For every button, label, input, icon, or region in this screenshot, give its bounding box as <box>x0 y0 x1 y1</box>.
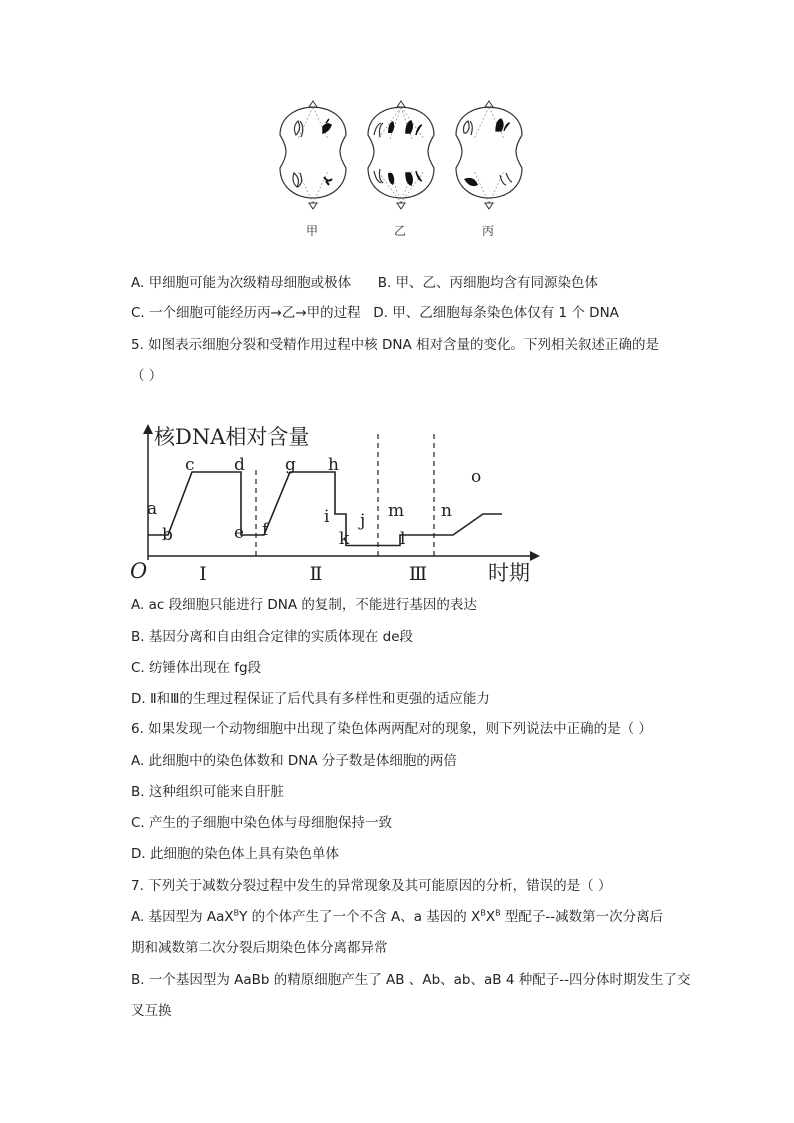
q5-option-d: D. Ⅱ和Ⅲ的生理过程保证了后代具有多样性和更强的适应能力 <box>131 691 490 707</box>
q7-option-b-line1: B. 一个基因型为 AaBb 的精原细胞产生了 AB 、Ab、ab、aB 4 种配子--四分体时期发生了交 <box>131 972 691 988</box>
q4-option-c: C. 一个细胞可能经历丙→乙→甲的过程 <box>131 305 361 321</box>
point-label-n: n <box>441 501 452 521</box>
cell-yi <box>368 101 434 238</box>
cell-label-jia: 甲 <box>306 224 319 238</box>
x-axis-arrow <box>530 551 540 561</box>
point-label-i: i <box>324 507 330 527</box>
q7-option-a-line2: 期和减数第二次分裂后期染色体分离都异常 <box>131 940 388 956</box>
point-label-k: k <box>339 529 350 549</box>
q6-stem: 6. 如果发现一个动物细胞中出现了染色体两两配对的现象，则下列说法中正确的是（ ） <box>131 721 652 737</box>
graph-x-label: 时期 <box>488 561 530 585</box>
q4-option-d: D. 甲、乙细胞每条染色体仅有 1 个 DNA <box>373 305 619 321</box>
q6-option-a: A. 此细胞中的染色体数和 DNA 分子数是体细胞的两倍 <box>131 753 457 769</box>
point-label-j: j <box>360 511 366 531</box>
q5-option-b: B. 基因分离和自由组合定律的实质体现在 de段 <box>131 629 414 645</box>
q7-option-a-line1: A. 基因型为 AaX$^B$Y 的个体产生了一个不含 A、a 基因的 $X^BX^B$ 型配子--减数第一次分离后 <box>131 908 664 925</box>
q5-stem: 5. 如图表示细胞分裂和受精作用过程中核 DNA 相对含量的变化。下列相关叙述正确的是 <box>131 337 659 353</box>
point-label-h: h <box>328 455 339 475</box>
q4-option-a: A. 甲细胞可能为次级精母细胞或极体 <box>131 275 352 291</box>
y-axis-arrow <box>143 424 153 434</box>
dna-content-graph <box>128 422 548 592</box>
q6-option-b: B. 这种组织可能来自肝脏 <box>131 784 284 800</box>
cell-label-yi: 乙 <box>394 224 407 238</box>
point-label-c: c <box>185 455 195 475</box>
point-label-d: d <box>234 455 245 475</box>
q6-option-d: D. 此细胞的染色体上具有染色单体 <box>131 846 339 862</box>
point-label-l: l <box>400 529 406 549</box>
q4-options-row1 <box>131 273 598 293</box>
phase-label-3: Ⅲ <box>408 563 428 585</box>
point-label-o: o <box>471 467 482 487</box>
point-label-a: a <box>147 499 158 519</box>
point-label-b: b <box>162 525 173 545</box>
q7-stem: 7. 下列关于减数分裂过程中发生的异常现象及其可能原因的分析，错误的是（ ） <box>131 878 612 894</box>
q5-option-c: C. 纺锤体出现在 fg段 <box>131 660 262 676</box>
q7-option-b-line2: 叉互换 <box>131 1003 172 1019</box>
q4-options-row2 <box>131 303 619 323</box>
cell-division-figure <box>268 93 528 245</box>
point-label-m: m <box>388 501 405 521</box>
q5-stem-bracket: （ ） <box>131 368 163 384</box>
point-label-f: f <box>262 520 269 540</box>
phase-label-2: Ⅱ <box>309 563 323 585</box>
phase-label-1: Ⅰ <box>199 563 207 585</box>
cell-jia <box>280 101 346 238</box>
point-label-g: g <box>285 455 296 475</box>
graph-origin: O <box>130 559 148 583</box>
q4-option-b: B. 甲、乙、丙细胞均含有同源染色体 <box>377 275 599 291</box>
cell-label-bing: 丙 <box>482 224 495 238</box>
graph-title: 核DNA相对含量 <box>154 425 310 449</box>
q6-option-c: C. 产生的子细胞中染色体与母细胞保持一致 <box>131 815 393 831</box>
point-label-e: e <box>234 523 245 543</box>
graph-labels <box>130 425 530 585</box>
q5-option-a: A. ac 段细胞只能进行 DNA 的复制，不能进行基因的表达 <box>131 597 477 613</box>
cell-bing <box>456 101 522 238</box>
